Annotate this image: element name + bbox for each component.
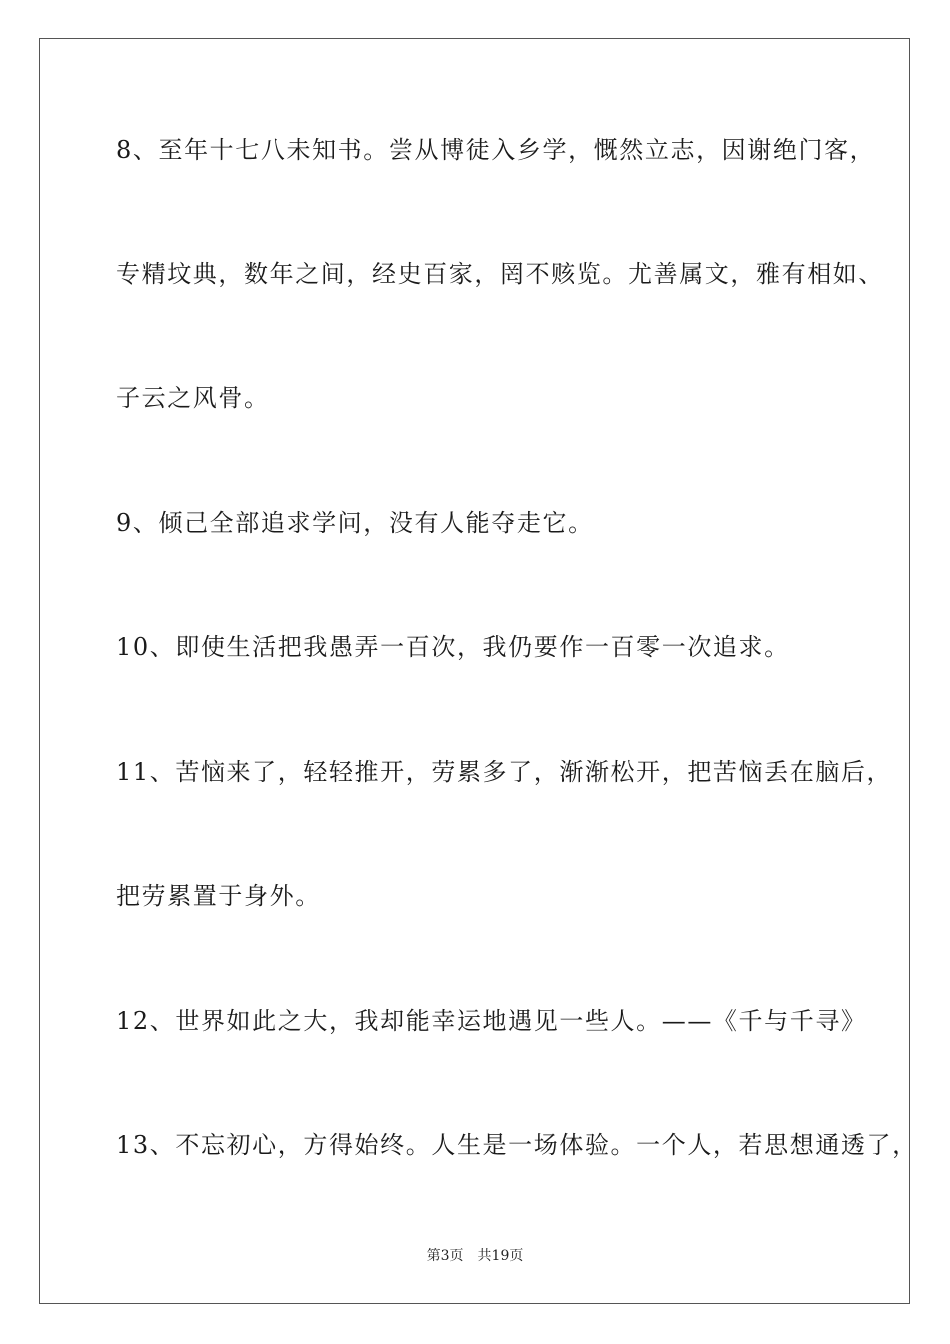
text-line: 9、倾己全部追求学问，没有人能夺走它。 xyxy=(116,509,594,537)
text-line: 10、即使生活把我愚弄一百次，我仍要作一百零一次追求。 xyxy=(116,633,790,661)
text-line: 8、至年十七八未知书。尝从博徒入乡学，慨然立志，因谢绝门客， xyxy=(116,136,876,164)
page-number-footer: 第3页 共19页 xyxy=(426,1248,524,1264)
text-line: 12、世界如此之大，我却能幸运地遇见一些人。——《千与千寻》 xyxy=(116,1007,867,1035)
text-line: 把劳累置于身外。 xyxy=(116,882,321,910)
text-line: 11、苦恼来了，轻轻推开，劳累多了，渐渐松开，把苦恼丢在脑后， xyxy=(116,758,893,786)
text-line: 13、不忘初心，方得始终。人生是一场体验。一个人，若思想通透了， xyxy=(116,1131,918,1159)
page-border xyxy=(39,38,910,1304)
text-line: 子云之风骨。 xyxy=(116,384,270,412)
text-line: 专精坟典，数年之间，经史百家，罔不赅览。尤善属文，雅有相如、 xyxy=(116,260,884,288)
